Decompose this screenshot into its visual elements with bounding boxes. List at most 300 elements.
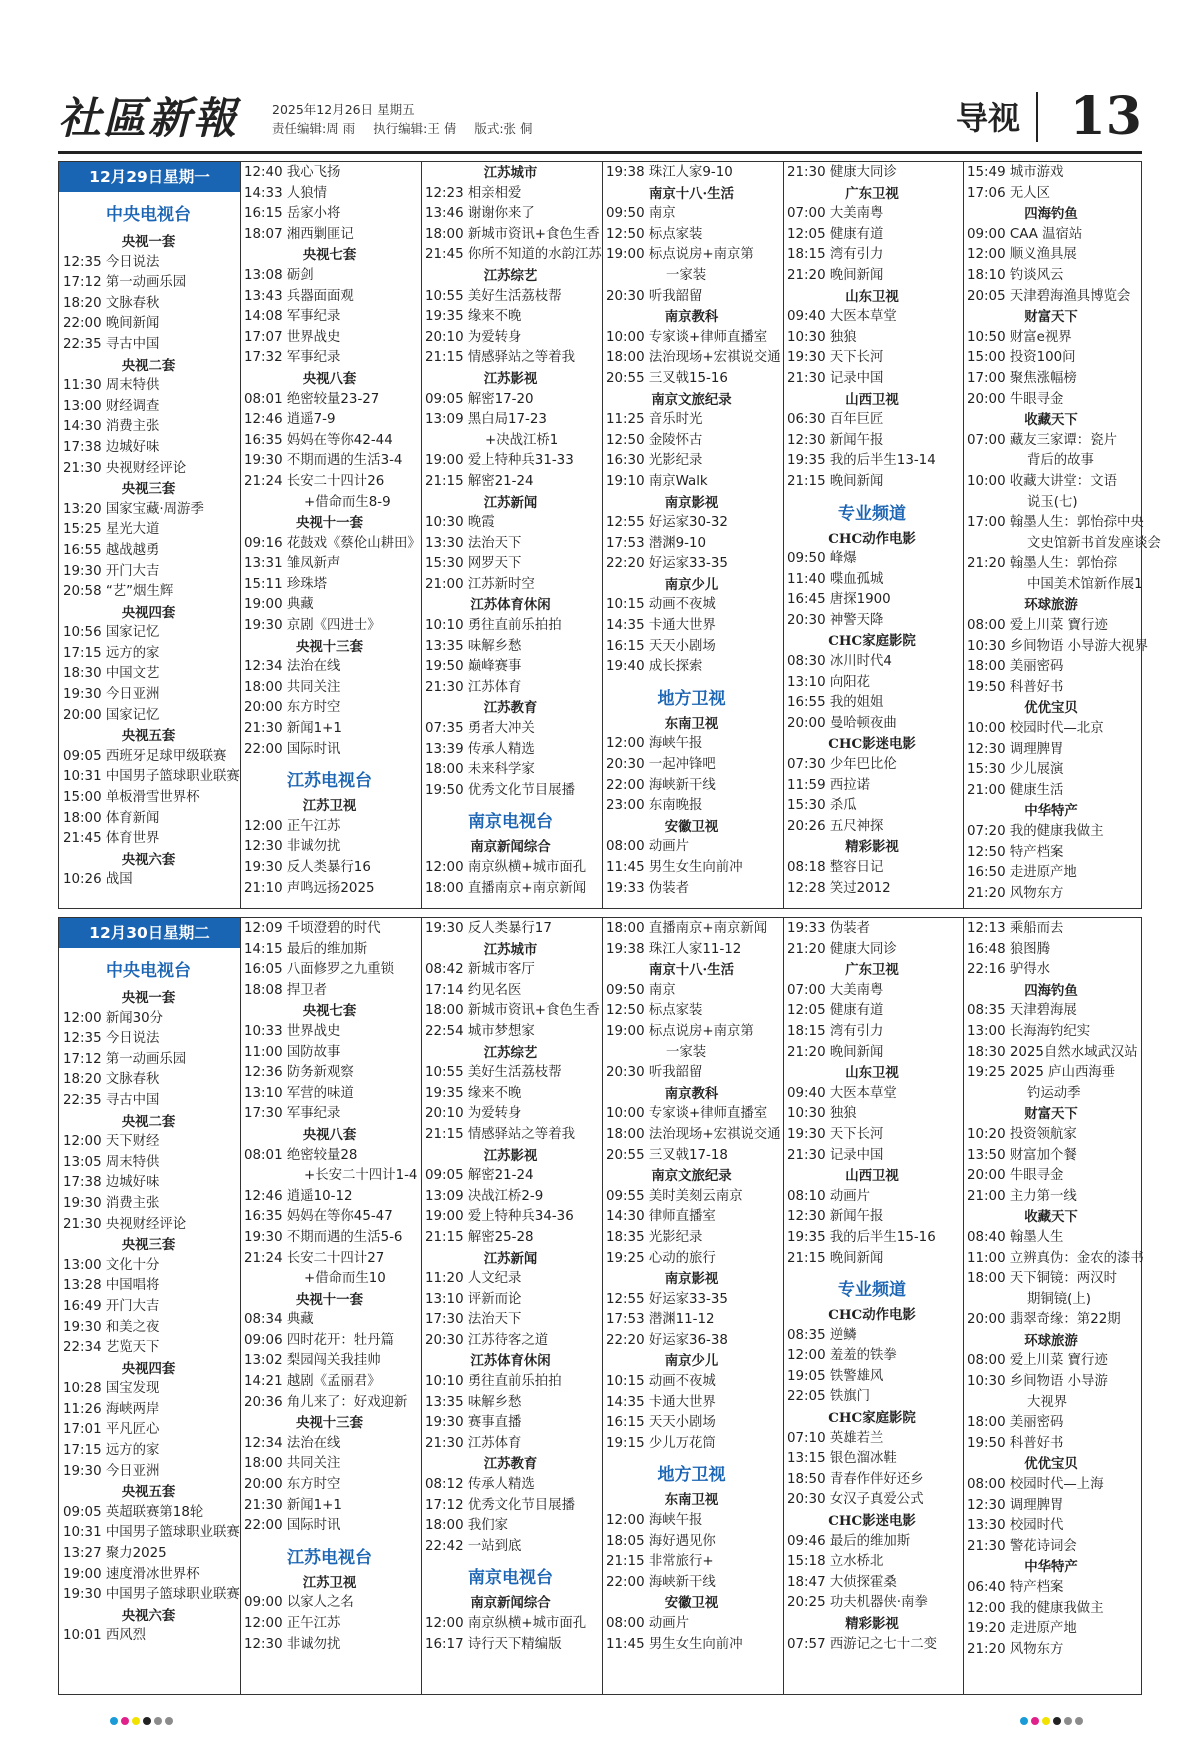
program-item: 12:00 正午江苏 <box>244 1616 341 1631</box>
channel-heading: 央视三套 <box>121 481 176 498</box>
program-item: 12:36 防务新观察 <box>244 1065 354 1081</box>
program-item: 12:50 金陵怀古 <box>606 432 703 448</box>
program-item: 20:00 牛眼寻金 <box>967 391 1064 407</box>
program-item: 14:21 越剧《孟丽君》 <box>244 1374 381 1390</box>
program-item: 22:20 好运家36-38 <box>606 1332 728 1348</box>
program-item: 21:30 央视财经评论 <box>63 1216 187 1232</box>
program-item: 22:16 驴得水 <box>967 962 1051 978</box>
program-item: 12:34 法治在线 <box>244 1435 341 1451</box>
channel-heading: 优优宝贝 <box>1024 700 1078 717</box>
program-item: 11:40 喋血孤城 <box>787 571 884 587</box>
channel-heading: 南京新闻综合 <box>470 1595 551 1612</box>
program-item: 20:00 牛眼寻金 <box>967 1168 1064 1184</box>
program-item: 19:35 缘来不晚 <box>425 1085 522 1101</box>
station-heading: 专业频道 <box>838 1280 906 1301</box>
program-item: 18:00 共同关注 <box>244 679 341 695</box>
program-item: 12:55 好运家30-32 <box>606 515 728 531</box>
program-item: 19:30 今日亚洲 <box>63 1463 160 1479</box>
channel-heading: 南京新闻综合 <box>470 839 551 856</box>
program-item: 19:50 巅峰赛事 <box>425 659 522 675</box>
program-item: 06:40 特产档案 <box>967 1580 1064 1595</box>
program-item: 22:00 国际时讯 <box>244 1518 341 1534</box>
station-heading: 专业频道 <box>838 503 906 524</box>
program-item: 12:05 健康有道 <box>787 1003 884 1019</box>
channel-heading: 环球旅游 <box>1024 597 1078 614</box>
program-item: 10:56 国家记忆 <box>63 625 160 641</box>
channel-heading: 江苏卫视 <box>302 798 357 815</box>
date-bar: 12月30日星期二 <box>59 918 240 948</box>
program-item: 10:10 勇往直前乐拍拍 <box>425 618 562 634</box>
program-item: 11:00 国防故事 <box>244 1044 341 1060</box>
program-item: 10:55 美好生活荔枝帮 <box>425 288 562 304</box>
program-item: 13:30 校园时代 <box>967 1518 1064 1534</box>
program-item: 19:30 京剧《四进士》 <box>244 618 381 634</box>
program-item: 15:00 单板滑雪世界杯 <box>63 790 200 806</box>
program-item: 11:20 人文纪录 <box>425 1271 522 1287</box>
program-item: 18:00 直播南京+南京新闻 <box>606 921 768 936</box>
program-continuation: +借命而生10 <box>304 1271 386 1287</box>
schedule-column <box>421 162 602 908</box>
program-item: 11:45 男生女生向前冲 <box>606 860 743 875</box>
program-item: 21:00 江苏新时空 <box>425 576 535 592</box>
channel-heading: 央视八套 <box>302 370 357 387</box>
program-item: 20:10 为爱转身 <box>425 1106 522 1122</box>
program-item: 10:55 美好生活荔枝帮 <box>425 1065 562 1081</box>
program-item: 19:38 珠江人家9-10 <box>606 165 733 180</box>
program-item: 13:50 财富加个餐 <box>967 1147 1077 1163</box>
program-item: 21:24 长安二十四计27 <box>244 1250 385 1266</box>
program-item: 16:35 妈妈在等你45-47 <box>244 1209 393 1225</box>
program-item: 13:30 法治天下 <box>425 535 522 551</box>
program-item: 19:30 天下长河 <box>787 1126 884 1142</box>
program-item: 17:01 平凡匠心 <box>63 1422 160 1438</box>
program-item: 10:00 收藏大讲堂：文语 <box>967 473 1117 489</box>
program-item: 17:15 远方的家 <box>63 645 160 661</box>
program-item: 21:15 晚间新闻 <box>787 1250 884 1266</box>
program-item: 13:31 雏凤新声 <box>244 556 341 572</box>
program-item: 10:50 财富e视界 <box>967 329 1072 345</box>
program-item: 09:05 解密21-24 <box>425 1168 534 1184</box>
registration-dot <box>165 1717 173 1725</box>
program-item: 07:00 大美南粤 <box>787 982 884 998</box>
program-item: 15:30 网罗天下 <box>425 556 522 572</box>
program-item: 18:10 钓谈风云 <box>967 267 1064 283</box>
program-item: 18:00 体育新闻 <box>63 810 160 826</box>
program-item: 06:30 百年巨匠 <box>787 412 884 428</box>
channel-heading: 广东卫视 <box>845 185 899 202</box>
registration-dot <box>1020 1717 1028 1725</box>
program-item: 20:55 三叉戟15-16 <box>606 370 728 386</box>
program-item: 13:10 军营的味道 <box>244 1085 354 1101</box>
program-item: 07:00 大美南粤 <box>787 206 884 222</box>
program-item: 21:20 风物东方 <box>967 1641 1064 1657</box>
program-item: 15:30 少儿展演 <box>967 762 1064 778</box>
program-item: 20:00 国家记忆 <box>63 707 160 723</box>
program-item: 10:00 专家谈+律师直播室 <box>606 329 768 345</box>
program-item: 21:10 声鸣远扬2025 <box>244 880 375 896</box>
channel-heading: 中华特产 <box>1024 1559 1078 1576</box>
program-item: 21:30 江苏体育 <box>425 1435 522 1451</box>
program-item: 09:50 峰爆 <box>787 551 857 567</box>
program-item: 09:46 最后的维加斯 <box>787 1533 911 1549</box>
program-item: 12:00 羞羞的铁拳 <box>787 1348 897 1364</box>
program-item: 10:33 世界战史 <box>244 1023 341 1039</box>
program-item: 17:12 第一动画乐园 <box>63 1051 187 1067</box>
channel-heading: 央视十三套 <box>296 1415 363 1432</box>
program-item: 19:15 少儿万花筒 <box>606 1435 716 1451</box>
schedule-column <box>602 162 783 908</box>
program-item: 17:30 军事纪录 <box>244 1106 341 1122</box>
schedule-column <box>59 162 240 908</box>
program-item: 11:26 海峡两岸 <box>63 1401 160 1417</box>
program-item: 19:10 南京Walk <box>606 473 708 489</box>
program-item: 12:30 新闻午报 <box>787 432 884 448</box>
channel-heading: 央视七套 <box>302 1003 357 1020</box>
program-item: 17:32 军事纪录 <box>244 350 341 366</box>
program-item: 21:30 新闻1+1 <box>244 1497 342 1513</box>
program-item: 20:55 三叉戟17-18 <box>606 1147 728 1163</box>
program-item: 18:20 文脉春秋 <box>63 295 160 311</box>
program-item: 08:30 冰川时代4 <box>787 654 892 670</box>
program-item: 11:25 音乐时光 <box>606 412 703 428</box>
program-item: 22:54 城市梦想家 <box>425 1023 535 1039</box>
layout-editor-credit: 版式:张 侗 <box>474 121 533 136</box>
channel-heading: 江苏新闻 <box>483 1250 538 1267</box>
channel-heading: 央视四套 <box>121 1360 176 1377</box>
channel-heading: 央视五套 <box>121 1484 176 1501</box>
channel-heading: 央视十一套 <box>296 1291 363 1308</box>
program-item: 21:45 你所不知道的水韵江苏 <box>425 247 602 263</box>
program-item: 22:00 海峡新干线 <box>606 777 716 793</box>
channel-heading: 江苏教育 <box>483 1456 538 1473</box>
program-item: 09:55 美时美刻云南京 <box>606 1188 743 1204</box>
program-item: 20:30 江苏待客之道 <box>425 1332 549 1348</box>
program-continuation: +借命而生8-9 <box>304 494 391 510</box>
channel-heading: 山西卫视 <box>845 391 899 408</box>
program-item: 11:00 立辨真伪：金农的漆书 <box>967 1250 1144 1266</box>
channel-heading: 央视三套 <box>121 1237 176 1254</box>
channel-heading: 央视二套 <box>121 1113 176 1130</box>
program-item: 15:30 杀瓜 <box>787 798 857 814</box>
program-item: 12:00 海峡午报 <box>606 736 703 752</box>
channel-heading: 江苏城市 <box>483 941 538 958</box>
program-item: 09:05 英超联赛第18轮 <box>63 1504 204 1520</box>
program-item: 18:00 新城市资讯+食色生香 <box>425 1003 600 1019</box>
channel-heading: 环球旅游 <box>1024 1332 1078 1349</box>
program-item: 13:10 评新而论 <box>425 1291 522 1307</box>
channel-heading: CHC动作电影 <box>828 1307 916 1324</box>
program-item: 08:12 传承人精选 <box>425 1477 535 1493</box>
program-item: 10:15 动画不夜城 <box>606 597 716 613</box>
program-item: 17:38 边城好味 <box>63 439 160 455</box>
channel-heading: 江苏教育 <box>483 700 538 717</box>
channel-heading: 江苏体育休闲 <box>470 1353 551 1370</box>
registration-dot <box>154 1717 162 1725</box>
program-item: 10:26 战国 <box>63 872 133 888</box>
program-continuation: 一家装 <box>666 267 707 283</box>
station-heading: 地方卫视 <box>657 1465 726 1486</box>
channel-heading: 央视七套 <box>302 247 357 264</box>
program-item: 22:00 晚间新闻 <box>63 316 160 332</box>
program-item: 21:30 新闻1+1 <box>244 721 342 737</box>
channel-heading: 南京教科 <box>664 1085 719 1102</box>
issue-date: 2025年12月26日 星期五 <box>272 102 415 117</box>
channel-heading: 东南卫视 <box>664 1492 719 1509</box>
program-item: 16:15 岳家小将 <box>244 206 341 222</box>
schedule-column <box>59 918 240 1694</box>
program-item: 18:47 大侦探霍桑 <box>787 1574 897 1590</box>
date-bar: 12月29日星期一 <box>59 162 240 192</box>
channel-heading: 东南卫视 <box>664 715 719 732</box>
program-item: 19:30 消费主张 <box>63 1195 160 1211</box>
program-item: 22:05 铁旗门 <box>787 1389 871 1405</box>
channel-heading: 南京少儿 <box>664 576 719 593</box>
channel-heading: 四海钓鱼 <box>1024 206 1078 223</box>
program-item: 09:05 解密17-20 <box>425 391 534 407</box>
program-item: 12:46 逍遥10-12 <box>244 1188 353 1204</box>
program-item: 21:15 非常旅行+ <box>606 1554 714 1570</box>
program-item: 12:28 笑过2012 <box>787 880 891 896</box>
program-item: 13:08 砺剑 <box>244 267 314 283</box>
program-item: 09:40 大医本草堂 <box>787 1085 897 1101</box>
program-item: 18:15 湾有引力 <box>787 1023 884 1039</box>
program-item: 17:00 翰墨人生：郭怡孮中央 <box>967 515 1144 531</box>
program-continuation: 文史馆新书首发座谈会 <box>1027 535 1161 551</box>
program-item: 12:00 我的健康我做主 <box>967 1600 1104 1616</box>
program-item: 10:30 乡间物语 小导游大视界 <box>967 638 1149 654</box>
program-item: 19:00 标点说房+南京第 <box>606 1023 754 1039</box>
program-item: 12:30 调理脾胃 <box>967 1497 1064 1513</box>
channel-heading: 南京影视 <box>664 494 719 511</box>
program-item: 14:30 律师直播室 <box>606 1209 716 1225</box>
program-item: 09:50 南京 <box>606 982 676 998</box>
channel-heading: 四海钓鱼 <box>1024 982 1078 999</box>
program-continuation: 钓运动季 <box>1027 1085 1081 1101</box>
program-item: 12:05 健康有道 <box>787 226 884 242</box>
program-item: 18:00 天下铜镜：两汉时 <box>967 1271 1117 1287</box>
program-item: 19:00 爱上特种兵34-36 <box>425 1209 574 1225</box>
program-continuation: 背后的故事 <box>1027 453 1094 469</box>
program-item: 17:06 无人区 <box>967 185 1051 201</box>
program-item: 21:15 情感驿站之等着我 <box>425 1126 575 1142</box>
program-item: 08:10 动画片 <box>787 1188 871 1204</box>
program-item: 17:53 潜渊9-10 <box>606 535 707 551</box>
channel-heading: 江苏综艺 <box>483 267 538 284</box>
schedule-column <box>421 918 602 1694</box>
station-heading: 南京电视台 <box>468 1568 553 1589</box>
program-item: 10:30 晚霞 <box>425 515 495 531</box>
program-item: 12:30 非诚勿扰 <box>244 1636 341 1652</box>
program-item: 19:00 标点说房+南京第 <box>606 247 754 263</box>
program-item: 20:30 一起冲锋吧 <box>606 757 716 773</box>
issue-meta <box>272 100 547 138</box>
program-item: 08:00 校园时代—上海 <box>967 1477 1104 1493</box>
program-item: 17:12 优秀文化节目展播 <box>425 1497 575 1513</box>
program-item: 23:00 东南晚报 <box>606 798 703 814</box>
program-item: 08:35 天津碧海展 <box>967 1003 1077 1019</box>
program-item: 13:00 长海海钓纪实 <box>967 1023 1091 1039</box>
program-item: 18:00 美丽密码 <box>967 659 1064 675</box>
program-item: 19:30 和美之夜 <box>63 1319 160 1335</box>
schedule-column <box>963 162 1161 908</box>
program-item: 18:00 新城市资讯+食色生香 <box>425 226 600 242</box>
program-item: 15:18 立水桥北 <box>787 1554 884 1570</box>
program-item: 17:14 约见名医 <box>425 982 522 998</box>
program-item: 13:27 聚力2025 <box>63 1546 167 1562</box>
program-item: 19:35 我的后半生15-16 <box>787 1229 936 1245</box>
program-item: 08:18 整容日记 <box>787 860 884 875</box>
program-item: 07:30 少年巴比伦 <box>787 757 897 773</box>
program-item: 08:35 逆鳞 <box>787 1327 857 1343</box>
program-item: 10:20 投资领航家 <box>967 1126 1077 1142</box>
program-item: 15:11 珍珠塔 <box>244 576 328 592</box>
program-item: 09:16 花鼓戏《蔡伦山耕田》 <box>244 535 421 551</box>
schedule-block-day1 <box>58 161 1161 909</box>
channel-heading: 央视五套 <box>121 728 176 745</box>
program-item: 13:02 梨园闯关我挂帅 <box>244 1353 381 1369</box>
program-item: 20:58 “艺”烟生辉 <box>63 584 174 600</box>
channel-heading: 南京文旅纪录 <box>651 391 732 408</box>
page-number: 13 <box>1069 86 1142 147</box>
program-item: 21:15 情感驿站之等着我 <box>425 350 575 366</box>
program-item: 22:35 寻古中国 <box>63 1092 160 1108</box>
program-item: 12:00 南京纵横+城市面孔 <box>425 860 587 875</box>
program-item: 12:13 乘船而去 <box>967 921 1064 936</box>
channel-heading: 江苏新闻 <box>483 494 538 511</box>
program-item: 13:00 财经调查 <box>63 398 160 414</box>
program-item: 16:35 妈妈在等你42-44 <box>244 432 393 448</box>
program-item: 22:00 国际时讯 <box>244 741 341 757</box>
program-continuation: 期铜镜(上) <box>1027 1291 1092 1307</box>
program-item: 18:35 光影纪录 <box>606 1229 703 1245</box>
program-item: 15:49 城市游戏 <box>967 165 1064 180</box>
program-item: 16:15 天天小剧场 <box>606 1415 716 1431</box>
program-item: 19:33 伪装者 <box>606 880 690 896</box>
program-item: 08:42 新城市客厅 <box>425 962 535 978</box>
registration-dot <box>1064 1717 1072 1725</box>
program-item: 10:00 校园时代—北京 <box>967 721 1104 737</box>
program-item: 21:30 警花诗词会 <box>967 1538 1077 1554</box>
schedule-column <box>963 918 1144 1694</box>
program-item: 12:34 法治在线 <box>244 659 341 675</box>
program-continuation: 说玉(七) <box>1027 494 1078 510</box>
program-item: 12:00 新闻30分 <box>63 1010 164 1026</box>
program-item: 17:07 世界战史 <box>244 329 341 345</box>
newspaper-logo: 社區新報 <box>58 94 238 144</box>
program-item: 18:05 海好遇见你 <box>606 1533 716 1549</box>
channel-heading: CHC家庭影院 <box>828 633 916 650</box>
program-item: 18:15 湾有引力 <box>787 247 884 263</box>
program-item: 16:45 唐探1900 <box>787 592 891 608</box>
program-item: 19:38 珠江人家11-12 <box>606 941 742 957</box>
program-item: 13:46 谢谢你来了 <box>425 206 535 222</box>
program-item: 13:35 味解乡愁 <box>425 1394 522 1410</box>
program-item: 12:50 标点家装 <box>606 1003 703 1019</box>
registration-dot <box>1075 1717 1083 1725</box>
channel-heading: 央视六套 <box>121 851 176 868</box>
program-item: 21:24 长安二十四计26 <box>244 473 385 489</box>
program-continuation: +决战江桥1 <box>485 432 559 448</box>
program-item: 09:00 以家人之名 <box>244 1595 354 1611</box>
channel-heading: CHC影迷电影 <box>828 1513 916 1530</box>
program-item: 21:45 体育世界 <box>63 831 160 847</box>
station-heading: 地方卫视 <box>657 688 726 709</box>
program-item: 19:30 中国男子篮球职业联赛 <box>63 1587 240 1603</box>
program-item: 16:50 走进原产地 <box>967 865 1077 881</box>
channel-heading: 安徽卫视 <box>664 1595 719 1612</box>
channel-heading: 江苏体育休闲 <box>470 597 551 614</box>
channel-heading: 精彩影视 <box>845 839 899 856</box>
channel-heading: 财富天下 <box>1024 1106 1078 1123</box>
program-item: 21:20 风物东方 <box>967 885 1064 901</box>
registration-dot <box>1053 1717 1061 1725</box>
program-item: 19:30 今日亚洲 <box>63 687 160 703</box>
channel-heading: CHC动作电影 <box>828 530 916 547</box>
program-item: 18:08 捍卫者 <box>244 982 328 998</box>
program-item: 16:30 光影纪录 <box>606 453 703 469</box>
program-item: 20:00 翡翠奇缘：第22期 <box>967 1312 1121 1328</box>
program-item: 18:00 共同关注 <box>244 1456 341 1472</box>
program-item: 21:15 解密21-24 <box>425 473 534 489</box>
channel-heading: 优优宝贝 <box>1024 1456 1078 1473</box>
program-item: 19:33 伪装者 <box>787 921 871 936</box>
registration-dot <box>121 1717 129 1725</box>
program-item: 17:00 聚焦涨幅榜 <box>967 370 1077 386</box>
program-item: 20:36 角儿来了：好戏迎新 <box>244 1394 408 1410</box>
header-divider <box>1036 92 1038 142</box>
program-item: 10:28 国宝发现 <box>63 1381 160 1397</box>
program-item: 19:50 优秀文化节目展播 <box>425 782 575 798</box>
registration-dot <box>1042 1717 1050 1725</box>
program-item: 14:33 人狼情 <box>244 185 328 201</box>
program-item: 17:12 第一动画乐园 <box>63 275 187 291</box>
channel-heading: 精彩影视 <box>845 1616 899 1632</box>
program-item: 13:09 决战江桥2-9 <box>425 1188 544 1204</box>
program-item: 17:30 法治天下 <box>425 1312 522 1328</box>
program-item: 16:55 越战越勇 <box>63 542 160 558</box>
program-item: 12:23 相亲相爱 <box>425 185 522 201</box>
channel-heading: 央视八套 <box>302 1126 357 1143</box>
program-item: 19:30 不期而遇的生活3-4 <box>244 453 403 469</box>
program-item: 20:00 东方时空 <box>244 700 341 716</box>
station-heading: 中央电视台 <box>106 961 191 981</box>
program-item: 18:00 法治现场+宏祺说交通 <box>606 350 781 366</box>
schedule-block-day2 <box>58 917 1142 1695</box>
program-item: 18:07 湘西剿匪记 <box>244 226 354 242</box>
program-item: 14:35 卡通大世界 <box>606 618 716 634</box>
program-item: 12:46 逍遥7-9 <box>244 412 336 428</box>
channel-heading: 山东卫视 <box>845 288 899 305</box>
program-continuation: 大视界 <box>1027 1394 1068 1410</box>
channel-heading: 央视十三套 <box>296 638 363 655</box>
channel-heading: 央视六套 <box>121 1607 176 1624</box>
program-item: 22:35 寻古中国 <box>63 336 160 352</box>
program-item: 12:30 新闻午报 <box>787 1209 884 1225</box>
program-item: 11:45 男生女生向前冲 <box>606 1636 743 1652</box>
channel-heading: 收藏天下 <box>1024 1209 1078 1226</box>
registration-dot <box>110 1717 118 1725</box>
program-item: 14:30 消费主张 <box>63 419 160 435</box>
program-item: 20:26 五尺神探 <box>787 818 884 834</box>
channel-heading: 山西卫视 <box>845 1168 899 1185</box>
station-heading: 江苏电视台 <box>287 1547 372 1568</box>
program-item: 22:00 海峡新干线 <box>606 1574 716 1590</box>
program-item: 11:59 西拉诺 <box>787 777 871 793</box>
program-continuation: 中国美术馆新作展1 <box>1027 576 1143 592</box>
registration-dot <box>143 1717 151 1725</box>
program-item: 10:31 中国男子篮球职业联赛 <box>63 769 240 785</box>
program-item: 12:00 南京纵横+城市面孔 <box>425 1616 587 1631</box>
